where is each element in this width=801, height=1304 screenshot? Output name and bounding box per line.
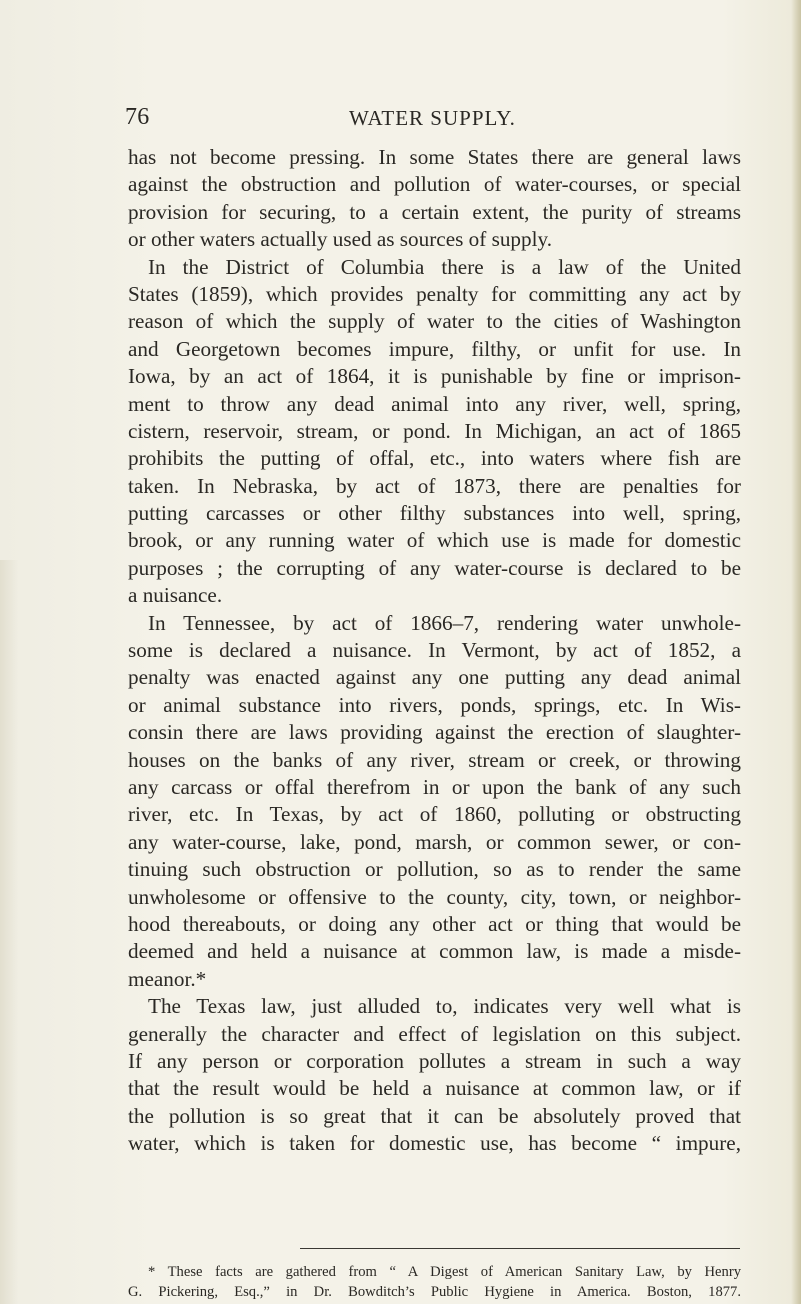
text-line: has not become pressing. In some States there are general laws xyxy=(128,145,741,169)
page-number: 76 xyxy=(125,104,150,130)
text-line: prohibits the putting of offal, etc., into waters where fish are xyxy=(128,446,741,471)
text-line: some is declared a nuisance. In Vermont, by act of 1852, a xyxy=(128,638,741,663)
text-line: or other waters actually used as sources of supply. xyxy=(128,227,553,252)
text-line: any water-course, lake, pond, marsh, or common sewer, or con- xyxy=(128,829,741,854)
text-line: penalty was enacted against any one putting any dead animal xyxy=(128,665,741,690)
text-line: the pollution is so great that it can be absolutely proved that xyxy=(128,1103,741,1128)
body-text xyxy=(128,144,741,1157)
text-line: The Texas law, just alluded to, indicates very well what is xyxy=(148,994,741,1019)
page-edge xyxy=(791,0,801,1304)
text-line: houses on the banks of any river, stream or creek, or throwing xyxy=(128,747,741,772)
text-line: that the result would be held a nuisance at common law, or if xyxy=(128,1076,741,1101)
text-line: provision for securing, to a certain extent, the purity of streams xyxy=(128,199,741,224)
text-line: putting carcasses or other filthy substances into well, spring, xyxy=(128,501,741,526)
text-line: hood thereabouts, or doing any other act or thing that would be xyxy=(128,911,741,936)
text-line: water, which is taken for domestic use, has become “ impure, xyxy=(128,1131,741,1156)
footnote-line: G. Pickering, Esq.,” in Dr. Bowditch’s Public Hygiene in America. Boston, 1877. xyxy=(128,1284,741,1300)
footnote-line: * These facts are gathered from “ A Digest of American Sanitary Law, by Henry xyxy=(148,1264,741,1280)
text-line: ment to throw any dead animal into any river, well, spring, xyxy=(128,391,741,416)
text-line: generally the character and effect of legislation on this subject. xyxy=(128,1021,741,1046)
page-header xyxy=(125,104,740,138)
text-line: a nuisance. xyxy=(128,583,223,608)
page-gutter-shadow xyxy=(0,560,18,1304)
text-line: deemed and held a nuisance at common law, is made a misde- xyxy=(128,939,741,964)
text-line: against the obstruction and pollution of water-courses, or special xyxy=(128,172,741,197)
text-line: In Tennessee, by act of 1866–7, rendering water unwhole- xyxy=(148,610,741,635)
text-line: In the District of Columbia there is a law of the United xyxy=(148,254,741,279)
text-line: and Georgetown becomes impure, filthy, or unfit for use. In xyxy=(128,336,741,361)
text-line: purposes ; the corrupting of any water-course is declared to be xyxy=(128,555,741,580)
text-line: or animal substance into rivers, ponds, springs, etc. In Wis- xyxy=(128,692,741,717)
text-line: If any person or corporation pollutes a stream in such a way xyxy=(128,1048,741,1073)
text-line: meanor.* xyxy=(128,966,207,991)
text-line: consin there are laws providing against the erection of slaughter- xyxy=(128,720,741,745)
footnote xyxy=(128,1262,741,1302)
text-line: any carcass or offal therefrom in or upon the bank of any such xyxy=(128,774,741,799)
text-line: Iowa, by an act of 1864, it is punishable by fine or imprison- xyxy=(128,364,741,389)
text-line: reason of which the supply of water to the cities of Washington xyxy=(128,309,741,334)
text-line: tinuing such obstruction or pollution, so as to render the same xyxy=(128,857,741,882)
footnote-rule xyxy=(300,1248,740,1249)
text-line: river, etc. In Texas, by act of 1860, polluting or obstructing xyxy=(128,802,741,827)
text-line: taken. In Nebraska, by act of 1873, there are penalties for xyxy=(128,473,741,498)
text-line: States (1859), which provides penalty for committing any act by xyxy=(128,281,741,306)
text-line: cistern, reservoir, stream, or pond. In Michigan, an act of 1865 xyxy=(128,418,741,443)
text-line: unwholesome or offensive to the county, city, town, or neighbor- xyxy=(128,884,741,909)
text-line: brook, or any running water of which use is made for domestic xyxy=(128,528,741,553)
running-head: WATER SUPPLY. xyxy=(349,106,516,130)
